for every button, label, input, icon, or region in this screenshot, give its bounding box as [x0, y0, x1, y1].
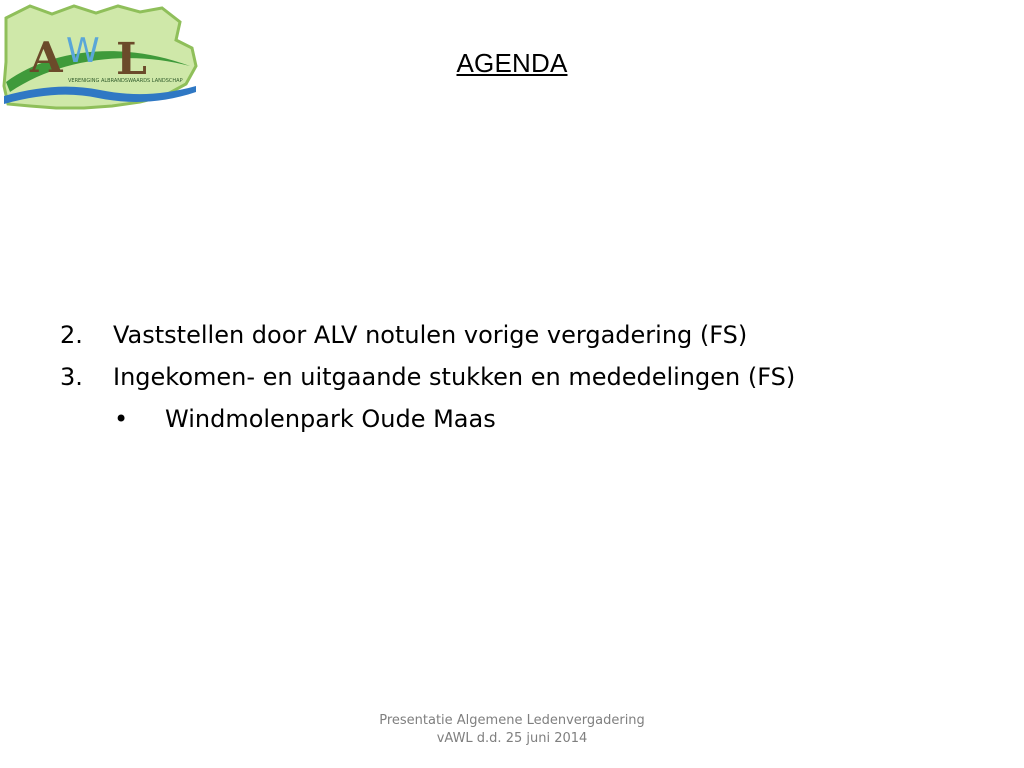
agenda-item-number: 2. — [60, 321, 83, 349]
agenda-sub-item — [0, 398, 1024, 440]
agenda-item — [0, 314, 1024, 356]
logo-tagline: VERENIGING ALBRANDSWAARDS LANDSCHAP — [68, 78, 183, 84]
logo-letter-a: A — [30, 33, 63, 82]
footer-line-2: vAWL d.d. 25 juni 2014 — [436, 731, 588, 746]
logo-letter-w: W — [66, 31, 100, 71]
bullet-icon: • — [114, 405, 129, 433]
agenda-item — [0, 356, 1024, 398]
agenda-sub-item-text: Windmolenpark Oude Maas — [165, 405, 496, 433]
agenda-item-text: Vaststellen door ALV notulen vorige vergadering (FS) — [113, 321, 748, 349]
agenda-list — [0, 314, 1024, 440]
agenda-item-number: 3. — [60, 363, 83, 391]
slide-footer — [340, 712, 684, 748]
logo-letter-l: L — [116, 34, 147, 85]
slide-title: AGENDA — [456, 48, 568, 78]
agenda-item-text: Ingekomen- en uitgaande stukken en mededelingen (FS) — [113, 363, 796, 391]
footer-line-1: Presentatie Algemene Ledenvergadering — [379, 713, 645, 728]
